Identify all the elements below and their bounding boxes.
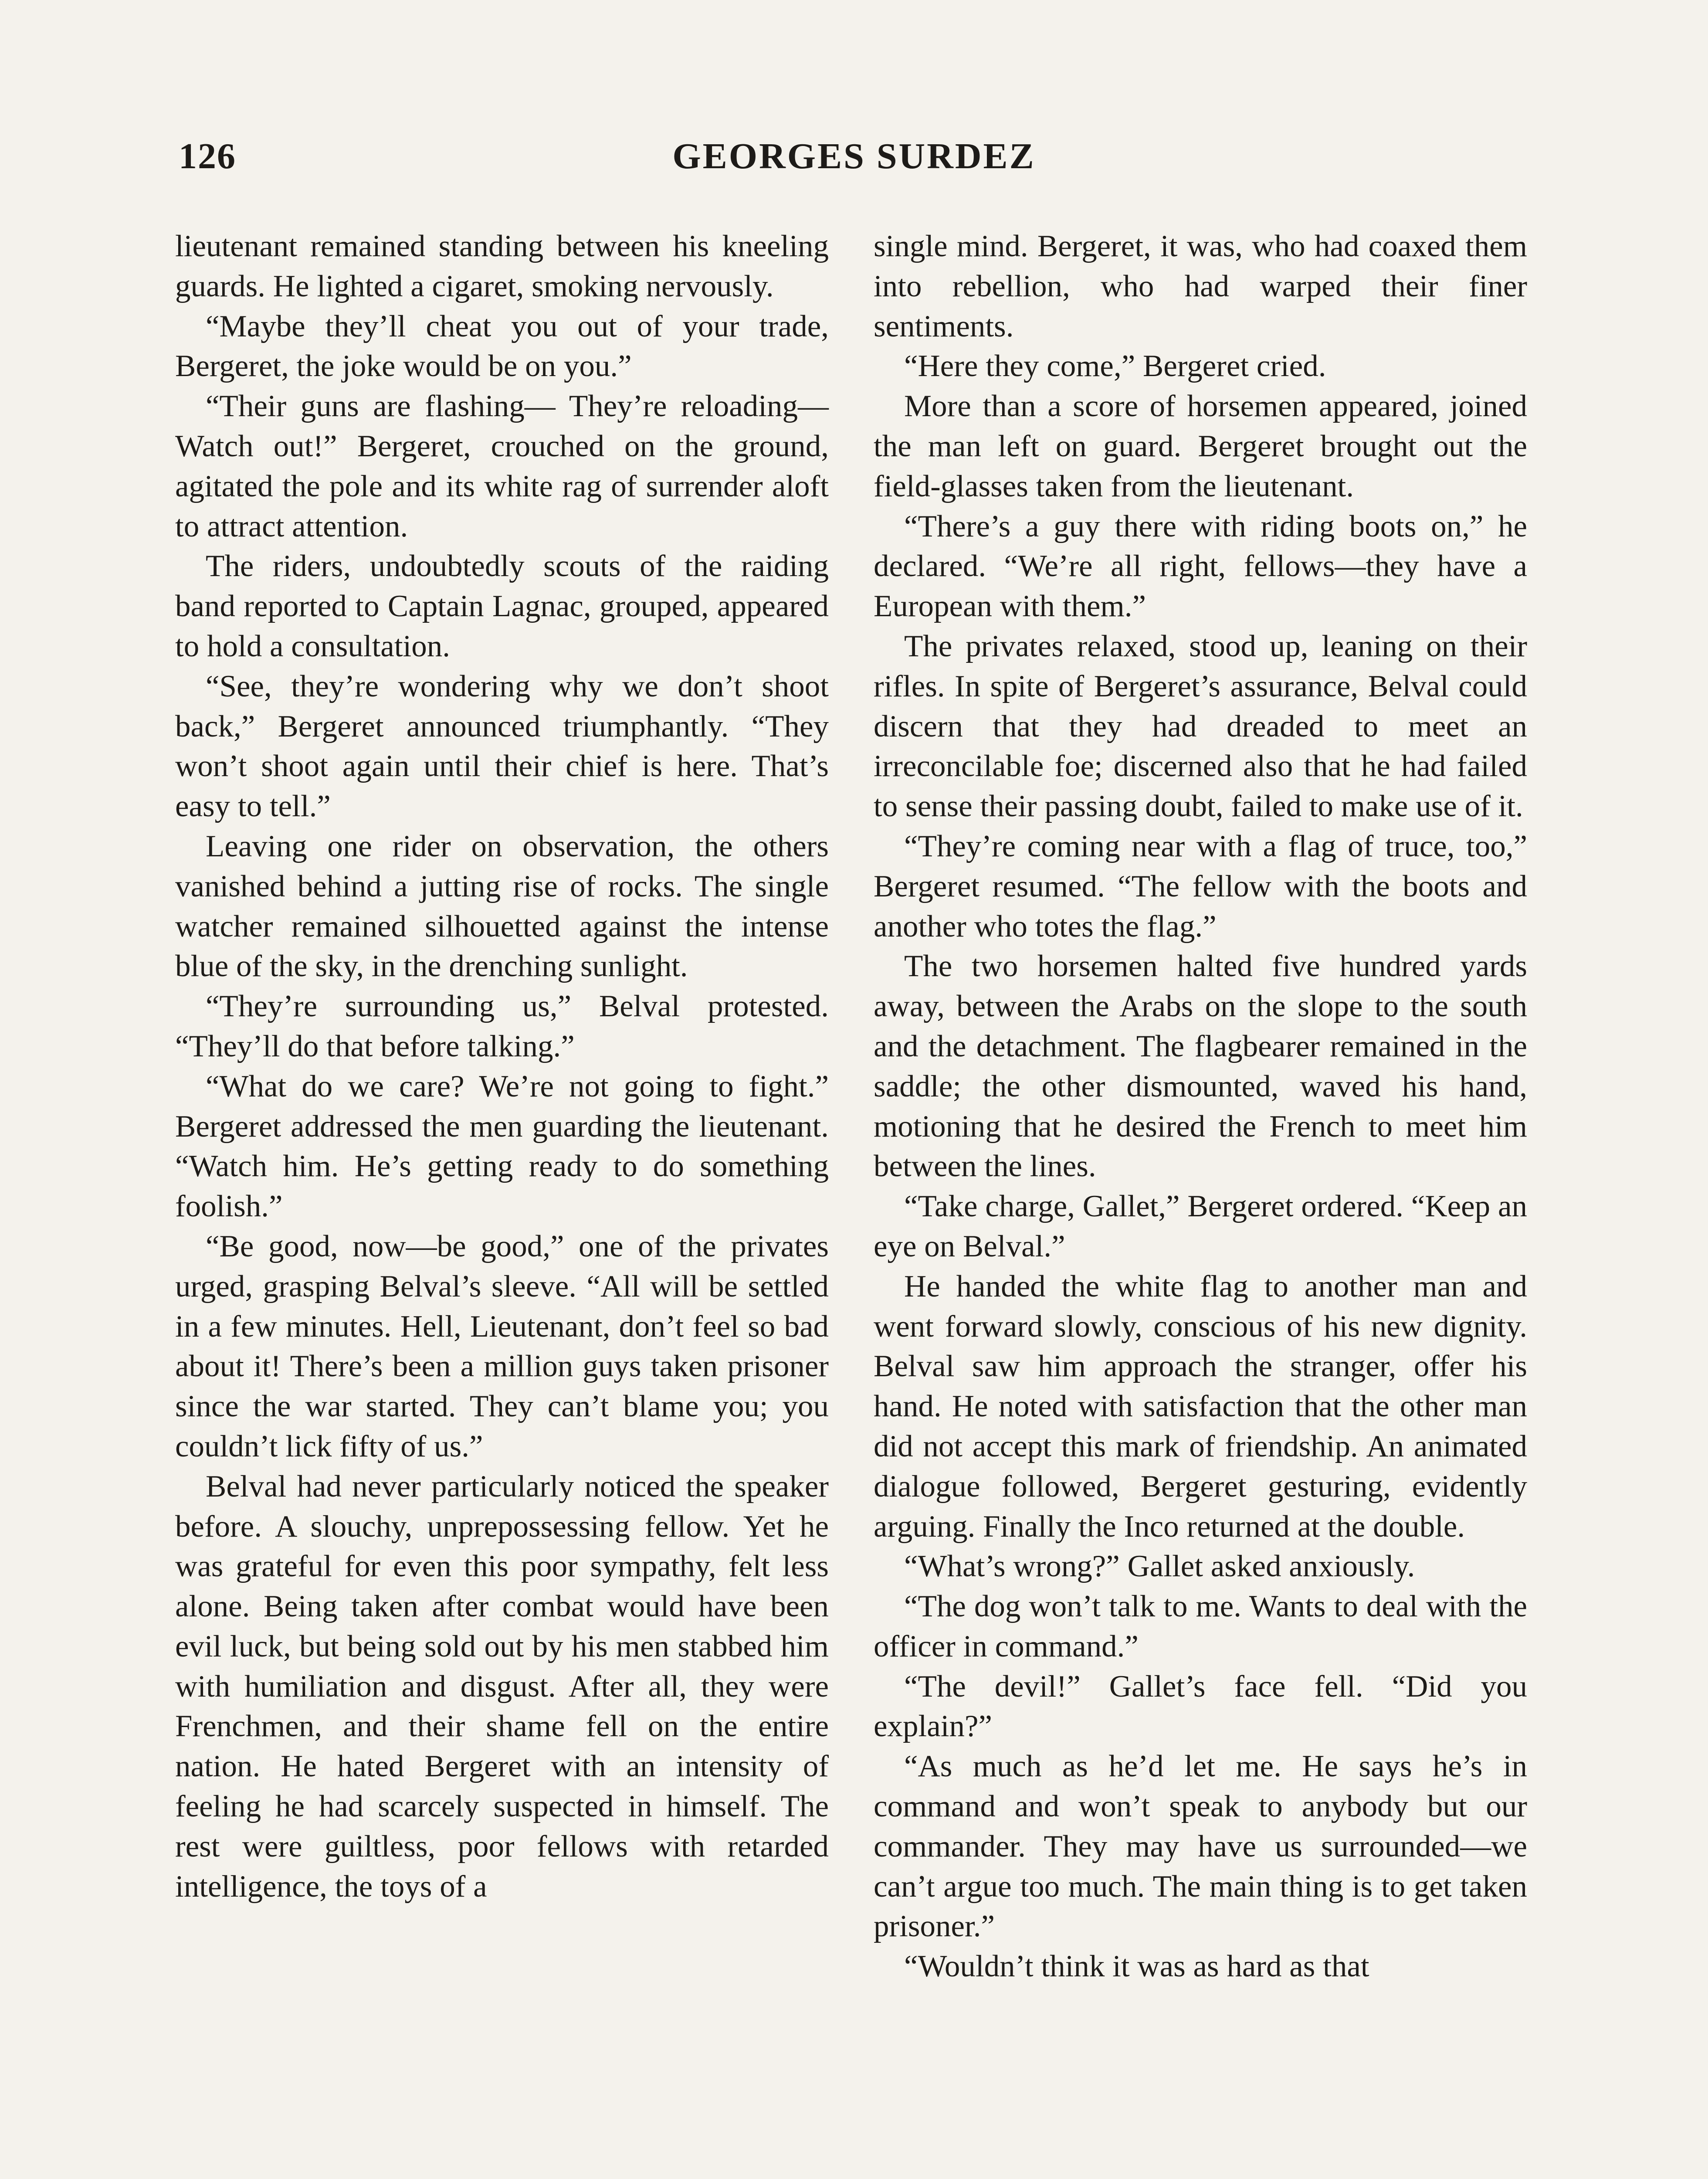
paragraph: single mind. Bergeret, it was, who had coaxed them into rebellion, who had warped their finer sentiments. [874,229,1527,343]
paragraph: “Maybe they’ll cheat you out of your trade, Bergeret, the joke would be on you.” [175,309,829,384]
paragraph: Leaving one rider on observation, the others vanished behind a jutting rise of rocks. The single watcher remained silhouetted against the intense blue of the sky, in the drenching sunlight. [175,829,829,984]
left-column [175,227,829,2179]
paragraph: “What’s wrong?” Gallet asked anxiously. [904,1549,1415,1584]
paragraph: “Take charge, Gallet,” Bergeret ordered. “Keep an eye on Belval.” [874,1189,1527,1263]
paragraph: Belval had never particularly noticed the speaker before. A slouchy, unprepossessing fellow. Yet he was grateful for even this poor sympathy, felt less alone. Being taken after combat would have been evil luck, but being sold out by his men stabbed him with humiliation and disgust. After all, they were Frenchmen, and their shame fell on the entire nation. He hated Bergeret with an intensity of feeling he had scarcely suspected in himself. The rest were guiltless, poor fellows with retarded intelligence, the toys of a [175,1469,829,1904]
page-number: 126 [179,136,236,176]
running-head: GEORGES SURDEZ [672,136,1036,176]
paragraph: The riders, undoubtedly scouts of the raiding band reported to Captain Lagnac, grouped, appeared to hold a consultation. [175,549,829,663]
paragraph: “See, they’re wondering why we don’t shoot back,” Bergeret announced triumphantly. “They won’t shoot again until their chief is here. That’s easy to tell.” [175,669,829,824]
paragraph: “There’s a guy there with riding boots on,” he declared. “We’re all right, fellows—they have a European with them.” [874,509,1527,624]
paragraph: “The dog won’t talk to me. Wants to deal with the officer in command.” [874,1589,1527,1663]
paragraph: He handed the white flag to another man and went forward slowly, conscious of his new dignity. Belval saw him approach the stranger, offer his hand. He noted with satisfaction that the other man did not accept this mark of friendship. An animated dialogue followed, Bergeret gesturing, evidently arguing. Finally the Inco returned at the double. [874,1269,1527,1544]
paragraph: lieutenant remained standing between his kneeling guards. He lighted a cigaret, smoking nervously. [175,229,829,303]
paragraph: “Be good, now—be good,” one of the privates urged, grasping Belval’s sleeve. “All will be settled in a few minutes. Hell, Lieutenant, don’t feel so bad about it! There’s been a million guys taken prisoner since the war started. They can’t blame you; you couldn’t lick fifty of us.” [175,1229,829,1463]
paragraph: “Their guns are flashing— They’re reloading— Watch out!” Bergeret, crouched on the ground, agitated the pole and its white rag of surrender aloft to attract attention. [175,389,829,543]
paragraph: The privates relaxed, stood up, leaning on their rifles. In spite of Bergeret’s assurance, Belval could discern that they had dreaded to meet an irreconcilable foe; discerned also that he had failed to sense their passing doubt, failed to make use of it. [874,629,1527,824]
paragraph: The two horsemen halted five hundred yards away, between the Arabs on the slope to the south and the detachment. The flagbearer remained in the saddle; the other dismounted, waved his hand, motioning that he desired the French to meet him between the lines. [874,949,1527,1184]
paragraph: “What do we care? We’re not going to fight.” Bergeret addressed the men guarding the lieutenant. “Watch him. He’s getting ready to do something foolish.” [175,1069,829,1224]
paragraph: “The devil!” Gallet’s face fell. “Did you explain?” [874,1669,1527,1744]
paragraph: “As much as he’d let me. He says he’s in command and won’t speak to anybody but our commander. They may have us surrounded—we can’t argue too much. The main thing is to get taken prisoner.” [874,1749,1527,1944]
paragraph: “They’re surrounding us,” Belval protested. “They’ll do that before talking.” [175,989,829,1063]
page-header [0,131,1708,183]
paragraph: More than a score of horsemen appeared, joined the man left on guard. Bergeret brought out the field-glasses taken from the lieutenant. [874,389,1527,503]
paragraph: “They’re coming near with a flag of truce, too,” Bergeret resumed. “The fellow with the boots and another who totes the flag.” [874,829,1527,944]
right-column [874,227,1527,2179]
paragraph: “Here they come,” Bergeret cried. [904,349,1326,384]
paragraph: “Wouldn’t think it was as hard as that [904,1949,1369,1984]
